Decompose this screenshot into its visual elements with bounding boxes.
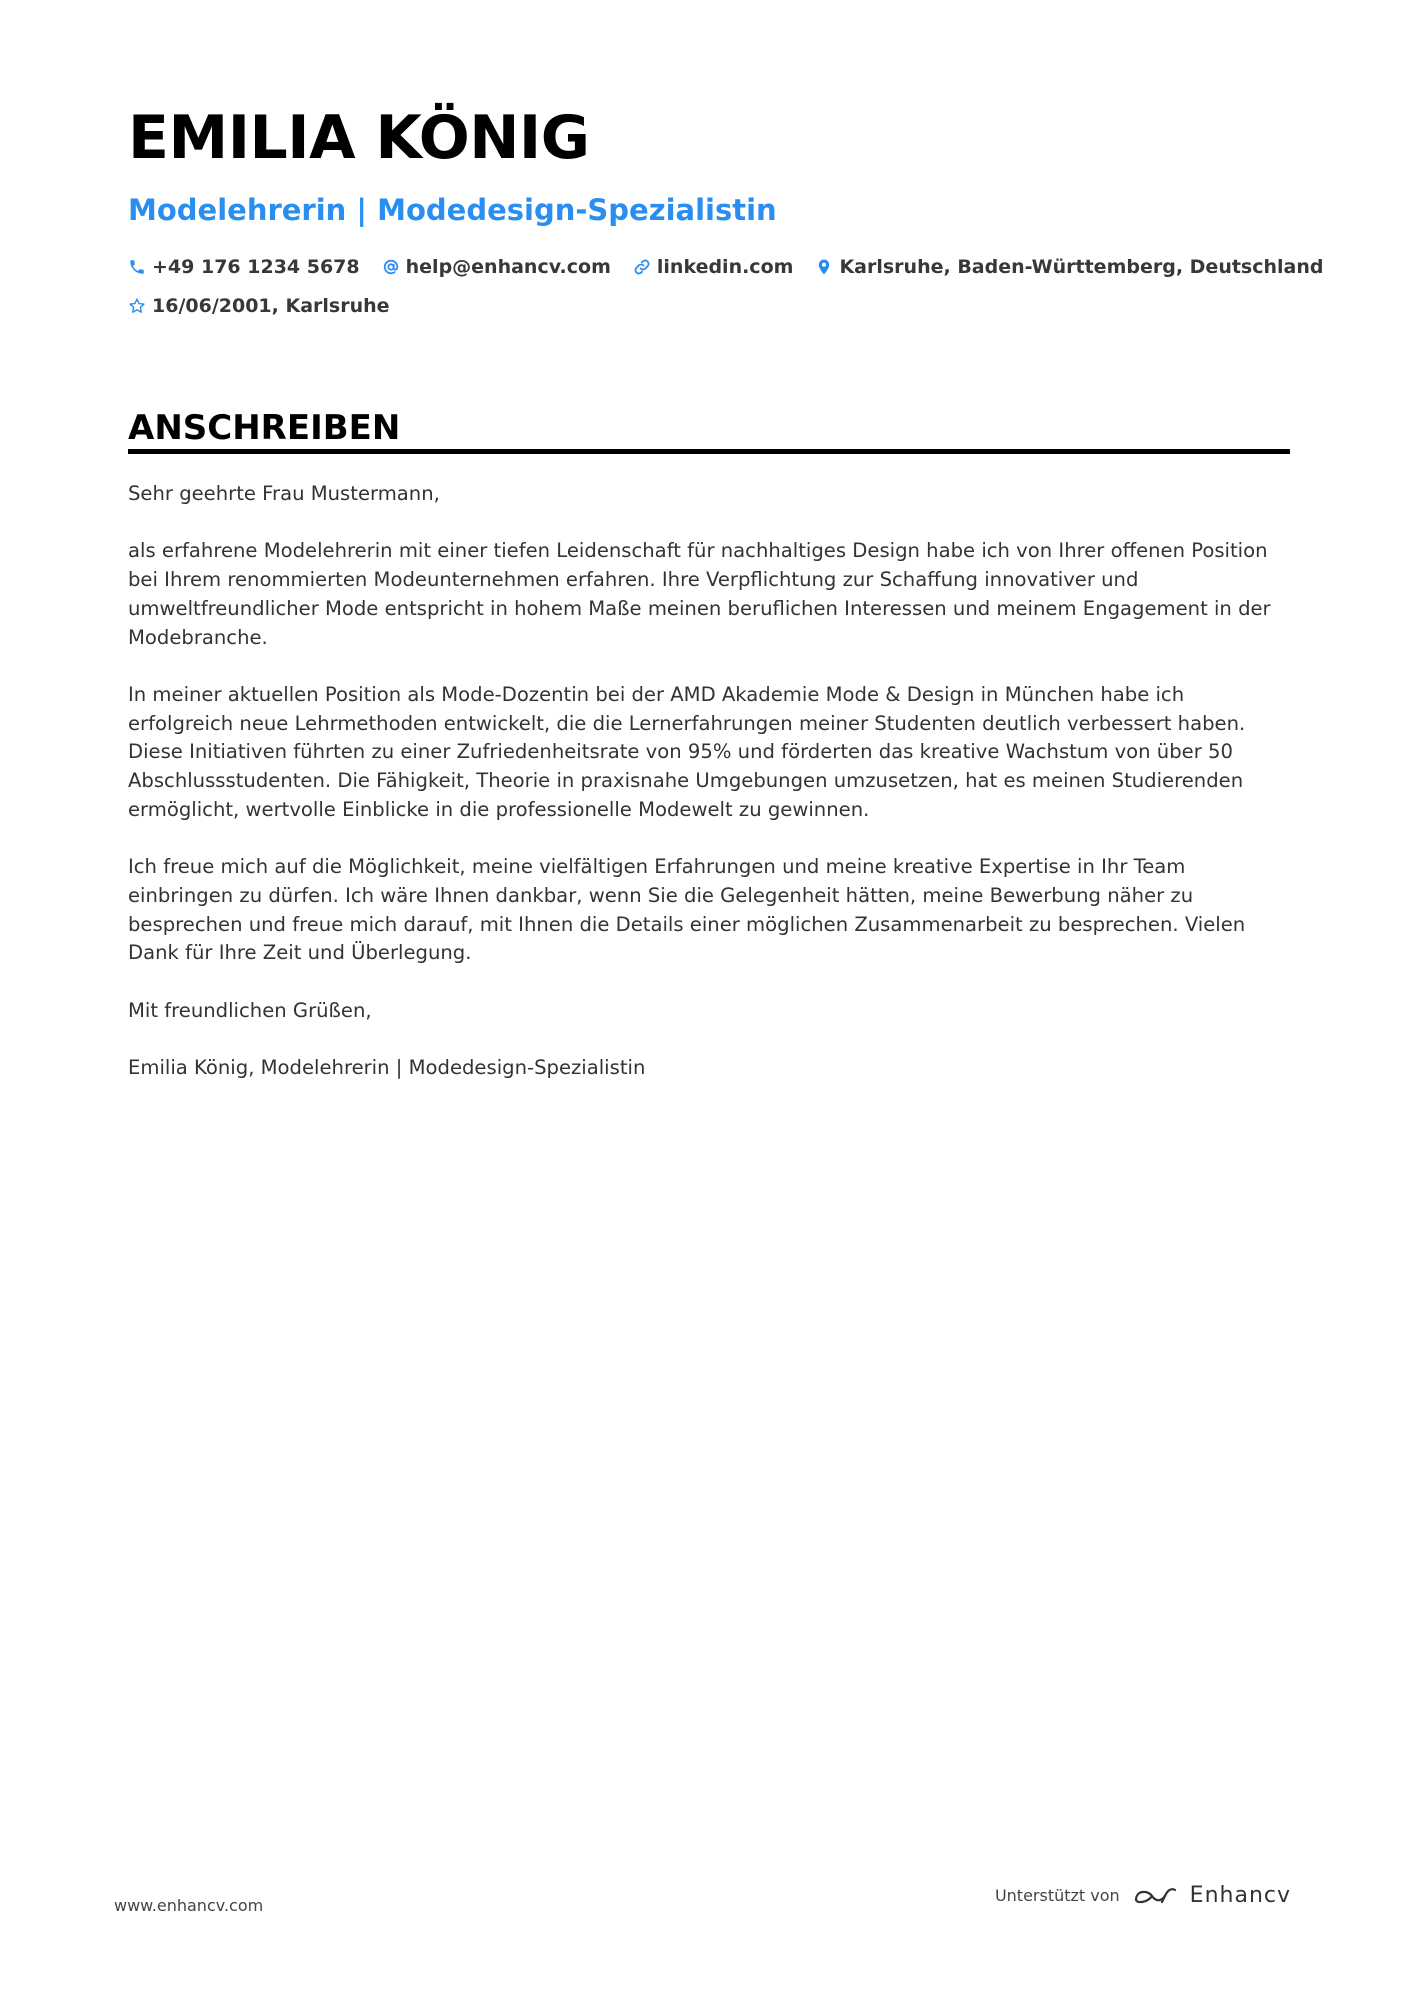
letter-body [128,480,1290,1111]
phone-icon [128,258,146,276]
contact-birth [128,295,390,317]
contact-phone [128,256,360,278]
candidate-headline: Modelehrerin | Modedesign-Spezialistin [128,193,777,227]
footer-branding [995,1882,1291,1908]
contact-row [128,291,1290,321]
location-pin-icon [815,258,833,276]
contact-email[interactable] [382,256,611,278]
section-divider [128,449,1290,454]
enhancv-logo-icon [1132,1882,1178,1908]
at-icon [382,258,400,276]
contact-row [128,252,1324,282]
candidate-name: EMILIA KÖNIG [128,103,590,173]
star-icon [128,297,146,315]
contact-location [815,256,1323,278]
letter-paragraph-2: In meiner aktuellen Position als Mode-Dozentin bei der AMD Akademie Mode & Design in München habe ich erfolgreich neue Lehrmethoden entwickelt, die die Lernerfahrungen meiner Studenten deutlich verbessert haben. Diese Initiativen führten zu einer Zufriedenheitsrate von 95% und förderten das kreative Wachstum von über 50 Abschlussstudenten. Die Fähigkeit, Theorie in praxisnahe Umgebungen umzusetzen, hat es meinen Studierenden ermöglicht, wertvolle Einblicke in die professionelle Modewelt zu gewinnen. [128,682,1246,821]
section-title: ANSCHREIBEN [128,408,401,448]
letter-paragraph-1: als erfahrene Modelehrerin mit einer tiefen Leidenschaft für nachhaltiges Design habe ich von Ihrer offenen Position bei Ihrem renommierten Modeunternehmen erfahren. Ihre Verpflichtung zur Schaffung innovativer und umweltfreundlicher Mode entspricht in hohem Maße meinen beruflichen Interessen und meinem Engagement in der Modebranche. [128,539,1271,649]
powered-by-label: Unterstützt von [994,1885,1120,1905]
letter-signature: Emilia König, Modelehrerin | Modedesign-Spezialistin [128,1055,646,1079]
letter-salutation: Sehr geehrte Frau Mustermann, [128,482,440,505]
contact-linkedin[interactable] [633,256,794,278]
contact-phone-text: +49 176 1234 5678 [152,256,360,278]
contact-birth-text: 16/06/2001, Karlsruhe [152,295,390,317]
contact-email-text: help@enhancv.com [405,256,611,278]
letter-paragraph-3: Ich freue mich auf die Möglichkeit, meine vielfältigen Erfahrungen und meine kreative Expertise in Ihr Team einbringen zu dürfen. Ich wäre Ihnen dankbar, wenn Sie die Gelegenheit hätten, meine Bewerbung näher zu besprechen und freue mich darauf, mit Ihnen die Details einer möglichen Zusammenarbeit zu besprechen. Vielen Dank für Ihre Zeit und Überlegung. [128,855,1246,965]
letter-closing: Mit freundlichen Grüßen, [128,998,372,1022]
brand-name: Enhancv [1189,1882,1291,1908]
contact-linkedin-text: linkedin.com [656,256,794,278]
footer-website[interactable]: www.enhancv.com [114,1896,264,1915]
contact-location-text: Karlsruhe, Baden-Württemberg, Deutschland [839,256,1324,278]
contact-info [128,252,1324,330]
link-icon [633,258,651,276]
